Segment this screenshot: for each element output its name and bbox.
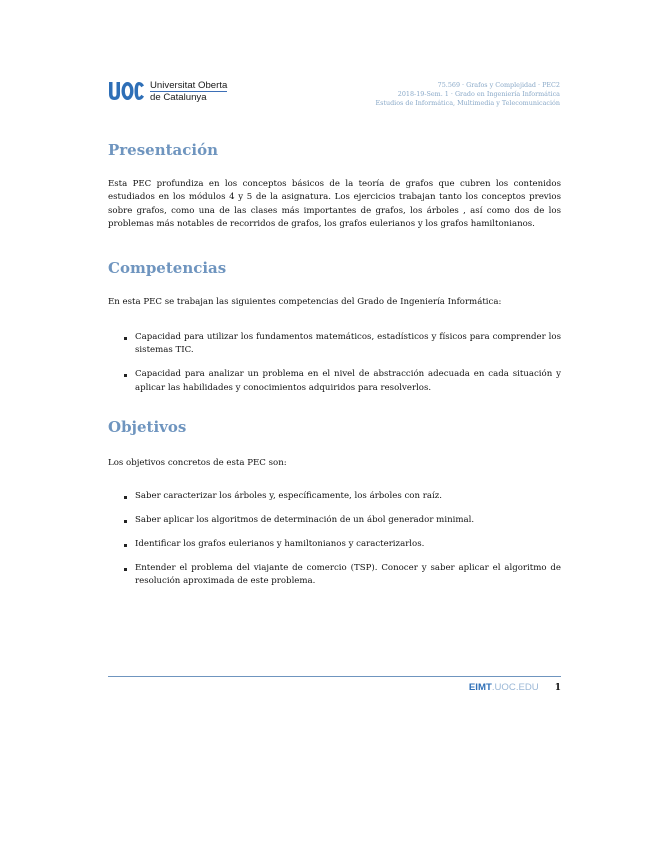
section-title-presentacion: Presentación	[108, 141, 219, 159]
bullet-icon	[124, 337, 127, 340]
uoc-logo	[108, 79, 227, 103]
competencias-intro: En esta PEC se trabajan las siguientes competencias del Grado de Ingeniería Informática:	[108, 297, 502, 307]
footer-eimt: EIMT	[468, 682, 492, 693]
presentacion-body: Esta PEC profundiza en los conceptos básicos de la teoría de grafos que cubren los contenidos estudiados en los módulos 4 y 5 de la asignatura. Los ejercicios trabajan tanto los conceptos previos sobre grafos, como una de las clases más importantes de grafos, los árboles , así como dos de los problemas más notables de recorridos de grafos, los grafos eulerianos y los grafos hamiltonianos.	[108, 179, 561, 230]
bullet-icon	[124, 520, 127, 523]
logo-line2: de Catalunya	[150, 91, 207, 103]
list-item: Capacidad para analizar un problema en el nivel de abstracción adecuada en cada situación y aplicar las habilidades y conocimientos adquiridos para resolverlos.	[108, 368, 561, 395]
bullet-icon	[124, 544, 127, 547]
list-item: Entender el problema del viajante de comercio (TSP). Conocer y saber aplicar el algoritmo de resolución aproximada de este problema.	[108, 562, 561, 589]
competencias-list	[108, 331, 561, 406]
logo-wordmark	[150, 80, 227, 103]
section-title-objetivos: Objetivos	[108, 418, 187, 436]
list-item: Identificar los grafos eulerianos y hamiltonianos y caracterizarlos.	[108, 538, 561, 551]
objetivos-intro: Los objetivos concretos de esta PEC son:	[108, 458, 287, 468]
course-line: 75.569 · Grafos y Complejidad · PEC2	[437, 81, 560, 89]
list-item: Capacidad para utilizar los fundamentos matemáticos, estadísticos y físicos para comprender los sistemas TIC.	[108, 331, 561, 358]
objetivos-list	[108, 490, 561, 599]
bullet-icon	[124, 568, 127, 571]
bullet-icon	[124, 374, 127, 377]
section-title-competencias: Competencias	[108, 259, 227, 277]
bullet-icon	[124, 496, 127, 499]
term-line: 2018-19-Sem. 1 · Grado en Ingeniería Informática	[397, 90, 560, 98]
list-item: Saber caracterizar los árboles y, específicamente, los árboles con raíz.	[108, 490, 561, 503]
list-item: Saber aplicar los algoritmos de determinación de un ábol generador minimal.	[108, 514, 561, 527]
uoc-logo-mark	[108, 79, 146, 103]
page-number: 1	[554, 683, 561, 693]
running-header	[375, 81, 560, 108]
footer-domain: .UOC.EDU	[491, 682, 539, 693]
logo-line1: Universitat Oberta	[150, 79, 228, 91]
footer-divider	[108, 676, 561, 677]
page-footer	[469, 682, 561, 693]
studies-line: Estudios de Informática, Multimedia y Telecomunicación	[375, 99, 560, 107]
